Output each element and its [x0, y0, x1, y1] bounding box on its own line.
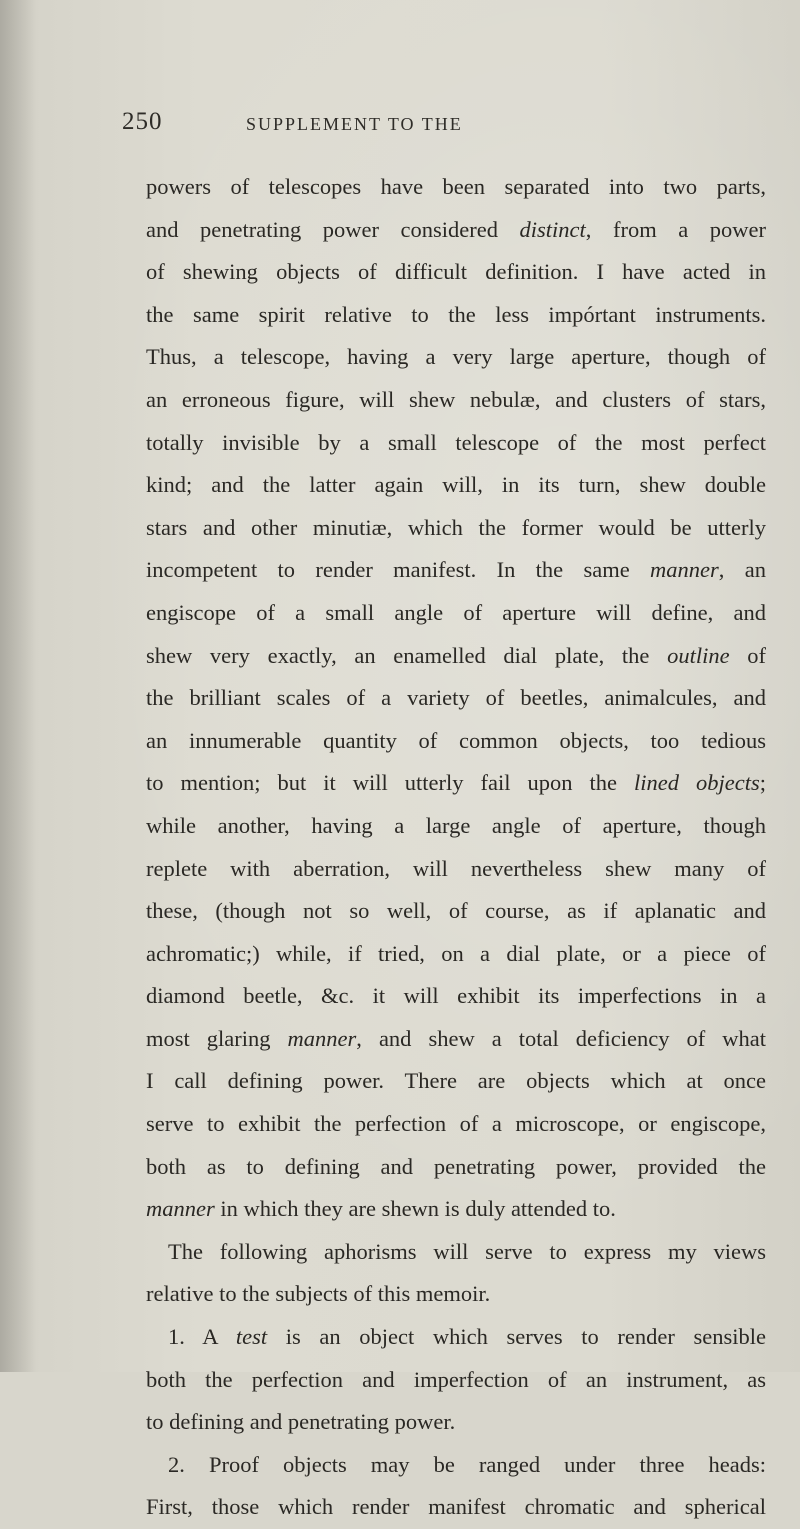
page-number: 250	[122, 108, 163, 135]
text-line: an innumerable quantity of common objects, too tedious	[146, 727, 766, 753]
text-line: stars and other minutiæ, which the former would be utterly	[146, 514, 766, 540]
text-line: the brilliant scales of a variety of beetles, animalcules, and	[146, 685, 766, 711]
text-line: The following aphorisms will serve to express my views	[168, 1238, 766, 1264]
text-line: of shewing objects of difficult definition. I have acted in	[146, 259, 766, 285]
text-line: totally invisible by a small telescope of the most perfect	[146, 429, 766, 455]
text-line: to mention; but it will utterly fail upon the lined objects;	[146, 770, 766, 796]
text-line: Thus, a telescope, having a very large aperture, though of	[146, 344, 766, 370]
text-line: engiscope of a small angle of aperture will define, and	[146, 599, 766, 625]
running-head: SUPPLEMENT TO THE	[246, 114, 463, 134]
gutter-shadow	[0, 0, 36, 1372]
text-line: kind; and the latter again will, in its turn, shew double	[146, 472, 766, 498]
text-line: to defining and penetrating power.	[146, 1409, 456, 1435]
text-line: shew very exactly, an enamelled dial plate, the outline of	[146, 642, 766, 668]
text-line: I call defining power. There are objects which at once	[146, 1068, 766, 1094]
text-line: serve to exhibit the perfection of a microscope, or engiscope,	[146, 1111, 766, 1137]
text-line: these, (though not so well, of course, as if aplanatic and	[146, 898, 766, 924]
text-line: replete with aberration, will nevertheless shew many of	[146, 855, 766, 881]
text-line: incompetent to render manifest. In the same manner, an	[146, 557, 766, 583]
text-line: most glaring manner, and shew a total deficiency of what	[146, 1025, 766, 1051]
page-header	[122, 108, 682, 148]
body-text	[146, 166, 766, 1529]
text-line: while another, having a large angle of aperture, though	[146, 812, 766, 838]
text-line: achromatic;) while, if tried, on a dial plate, or a piece of	[146, 940, 766, 966]
text-line: the same spirit relative to the less impórtant instruments.	[146, 301, 766, 327]
text-line: both the perfection and imperfection of an instrument, as	[146, 1366, 766, 1392]
text-line: both as to defining and penetrating power, provided the	[146, 1153, 766, 1179]
text-line: 1. A test is an object which serves to render sensible	[168, 1324, 766, 1350]
text-line: First, those which render manifest chromatic and spherical	[146, 1494, 766, 1520]
text-line: powers of telescopes have been separated into two parts,	[146, 174, 766, 199]
text-line: and penetrating power considered distinct, from a power	[146, 216, 766, 242]
text-line: an erroneous figure, will shew nebulæ, and clusters of stars,	[146, 386, 766, 412]
text-line: diamond beetle, &c. it will exhibit its imperfections in a	[146, 983, 766, 1009]
text-line: manner in which they are shewn is duly attended to.	[146, 1196, 616, 1222]
text-line: relative to the subjects of this memoir.	[146, 1281, 491, 1307]
text-line: 2. Proof objects may be ranged under three heads:	[168, 1451, 766, 1477]
